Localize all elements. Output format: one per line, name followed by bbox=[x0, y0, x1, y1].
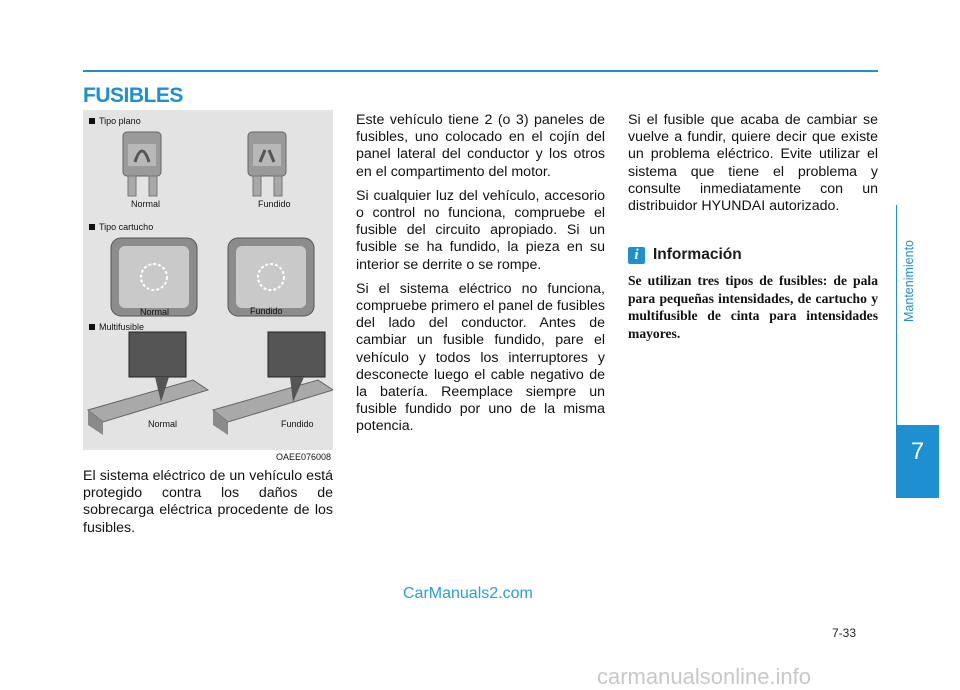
caption-plano-fundido: Fundido bbox=[258, 199, 291, 209]
column-1 bbox=[83, 468, 333, 544]
fuse-illustrations bbox=[83, 110, 333, 450]
caption-cartucho-fundido: Fundido bbox=[250, 306, 283, 316]
paragraph: El sistema eléctrico de un vehículo está protegido contra los daños de sobrecarga eléctrica procedente de los fusibles. bbox=[83, 468, 333, 536]
side-tab-rule bbox=[896, 205, 897, 425]
cartridge-fuse-normal-icon bbox=[111, 238, 197, 316]
page-number: 7-33 bbox=[832, 626, 857, 640]
blade-fuse-blown-icon bbox=[248, 132, 286, 196]
paragraph: Este vehículo tiene 2 (o 3) paneles de fusibles, uno colocado en el cojín del panel lateral del conductor y los otros en el compartimento del motor. bbox=[356, 112, 605, 180]
blade-fuse-normal-icon bbox=[123, 132, 161, 196]
side-section-label: Mantenimiento bbox=[902, 240, 916, 322]
paragraph: Si el fusible que acaba de cambiar se vuelve a fundir, quiere decir que existe un problema eléctrico. Evite utilizar el sistema que tiene el problema y consulte inmediatamente con un distribuidor HYUNDAI autorizado. bbox=[628, 112, 878, 215]
multifuse-blown-icon bbox=[213, 332, 333, 435]
caption-plano-normal: Normal bbox=[131, 199, 161, 209]
column-2 bbox=[356, 112, 605, 443]
paragraph: Si el sistema eléctrico no funciona, compruebe primero el panel de fusibles del lado del conductor. Antes de cambiar un fusible fundido, pare el vehículo y todos los interruptores y desconecte luego el cable negativo de la batería. Reemplace siempre un fusible fundido por uno de la misma potencia. bbox=[356, 280, 605, 435]
caption-multi-normal: Normal bbox=[148, 419, 178, 429]
info-title: Información bbox=[653, 246, 742, 263]
section-label-plano: Tipo plano bbox=[89, 116, 141, 126]
fuse-figure bbox=[83, 110, 333, 462]
info-icon: i bbox=[628, 247, 645, 264]
caption-cartucho-normal: Normal bbox=[140, 307, 170, 317]
caption-multi-fundido: Fundido bbox=[281, 419, 314, 429]
header-rule bbox=[83, 70, 878, 72]
section-label-multifusible: Multifusible bbox=[89, 322, 144, 332]
figure-code: OAEE076008 bbox=[275, 452, 331, 462]
column-3 bbox=[628, 112, 878, 222]
cartridge-fuse-blown-icon bbox=[228, 238, 314, 316]
chapter-tab: 7 bbox=[896, 425, 939, 498]
info-header bbox=[628, 246, 742, 264]
page-title: FUSIBLES bbox=[83, 84, 183, 107]
watermark-top: CarManuals2.com bbox=[403, 585, 533, 602]
section-label-cartucho: Tipo cartucho bbox=[89, 222, 153, 232]
info-text: Se utilizan tres tipos de fusibles: de pala para pequeñas intensidades, de cartucho y multifusible de cinta para intensidades mayores. bbox=[628, 273, 878, 341]
watermark-bottom: carmanualsonline.info bbox=[597, 664, 812, 689]
paragraph: Si cualquier luz del vehículo, accesorio o control no funciona, compruebe el fusible del circuito apropiado. Si un fusible se ha fundido, la pieza en su interior se derrite o se rompe. bbox=[356, 187, 605, 273]
